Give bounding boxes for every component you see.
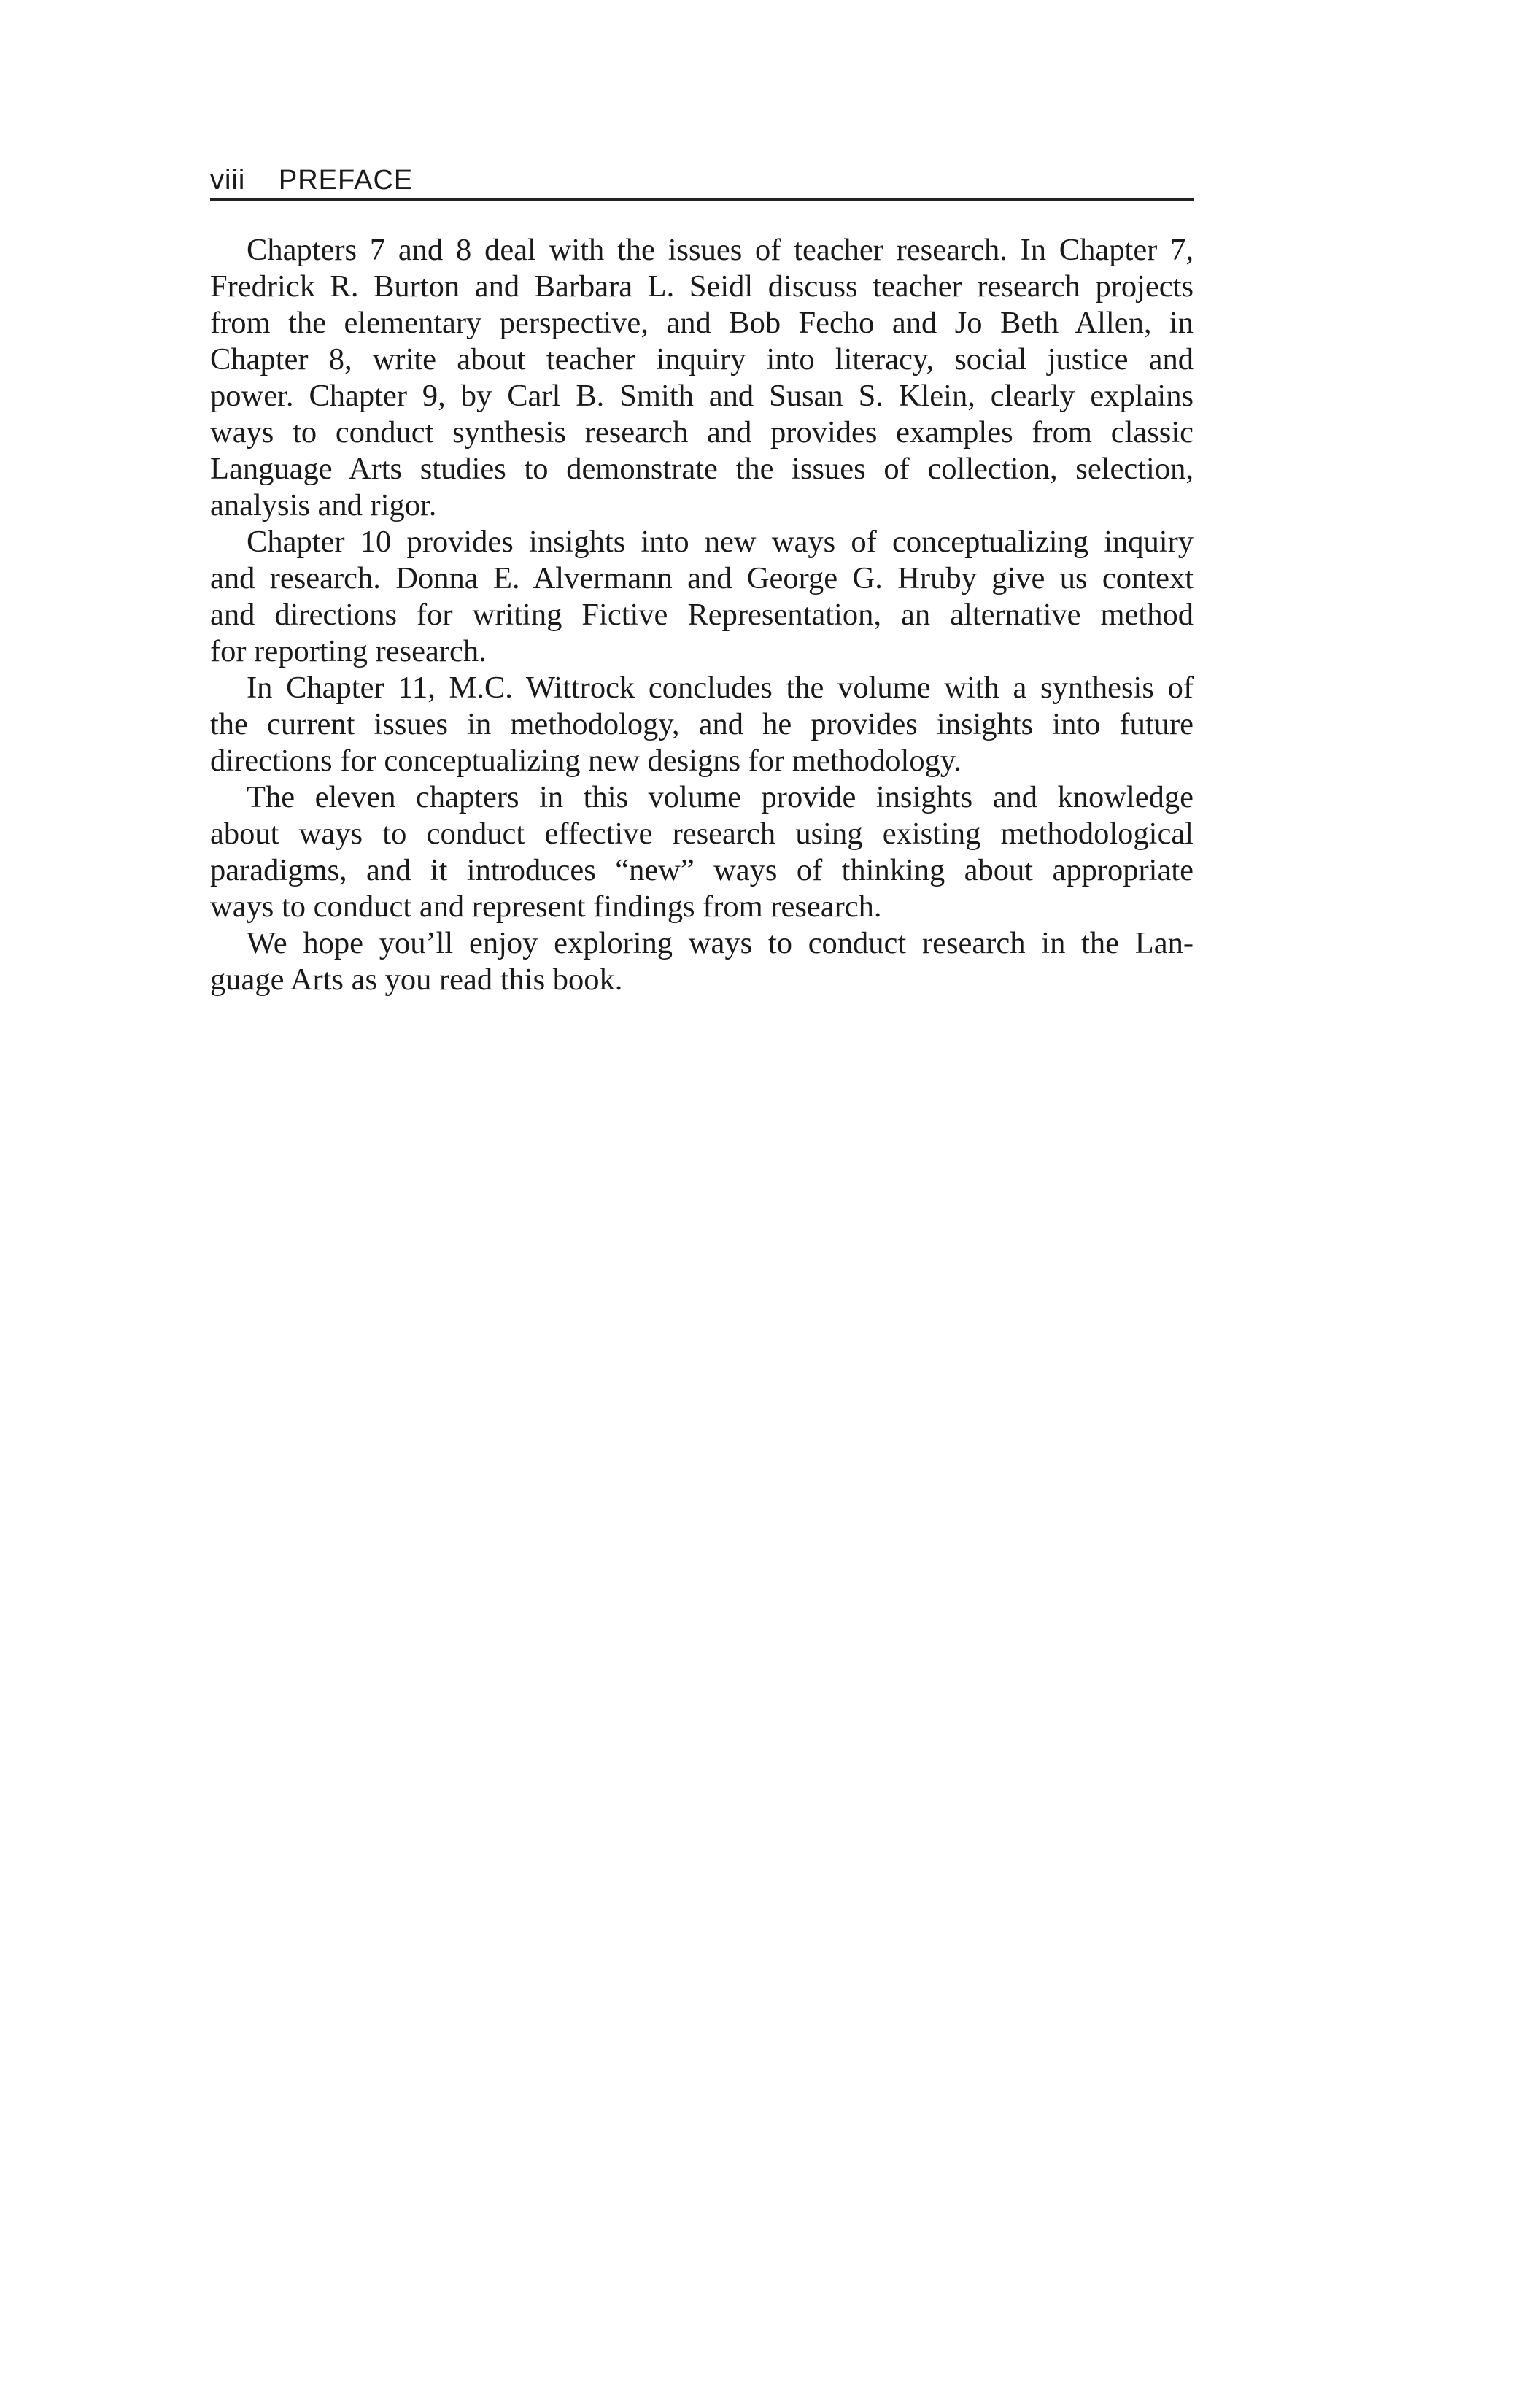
page-number: viii: [210, 165, 246, 196]
text-line: Language Arts studies to demonstrate the issues of collection, selection,: [210, 452, 1194, 486]
text-line: and research. Donna E. Alvermann and George G. Hruby give us context: [210, 561, 1194, 595]
text-line: for reporting research.: [210, 634, 487, 668]
text-line: ways to conduct and represent findings from research.: [210, 890, 882, 924]
text-line: Fredrick R. Burton and Barbara L. Seidl discuss teacher research projects: [210, 269, 1194, 304]
text-line: We hope you’ll enjoy exploring ways to conduct research in the Lan-: [247, 926, 1194, 960]
text-line: Chapter 8, write about teacher inquiry into literacy, social justice and: [210, 342, 1194, 377]
preface-body: [210, 232, 1194, 998]
running-head: [210, 162, 1194, 201]
text-line: from the elementary perspective, and Bob Fecho and Jo Beth Allen, in: [210, 306, 1194, 340]
text-line: The eleven chapters in this volume provide insights and knowledge: [247, 780, 1194, 814]
text-line: the current issues in methodology, and he provides insights into future: [210, 707, 1194, 741]
text-line: about ways to conduct effective research using existing methodological: [210, 817, 1194, 851]
text-line: analysis and rigor.: [210, 488, 437, 522]
section-title: PREFACE: [278, 165, 414, 196]
text-line: ways to conduct synthesis research and provides examples from classic: [210, 415, 1194, 449]
text-line: Chapters 7 and 8 deal with the issues of teacher research. In Chapter 7,: [247, 233, 1194, 267]
text-line: In Chapter 11, M.C. Wittrock concludes the volume with a synthesis of: [247, 671, 1194, 705]
text-line: paradigms, and it introduces “new” ways of thinking about appropriate: [210, 853, 1194, 887]
text-line: and directions for writing Fictive Representation, an alternative method: [210, 598, 1194, 632]
text-line: Chapter 10 provides insights into new ways of conceptualizing inquiry: [247, 525, 1194, 559]
text-line: directions for conceptualizing new designs for methodology.: [210, 744, 962, 778]
text-line: power. Chapter 9, by Carl B. Smith and Susan S. Klein, clearly explains: [210, 379, 1194, 413]
text-line: guage Arts as you read this book.: [210, 962, 623, 997]
